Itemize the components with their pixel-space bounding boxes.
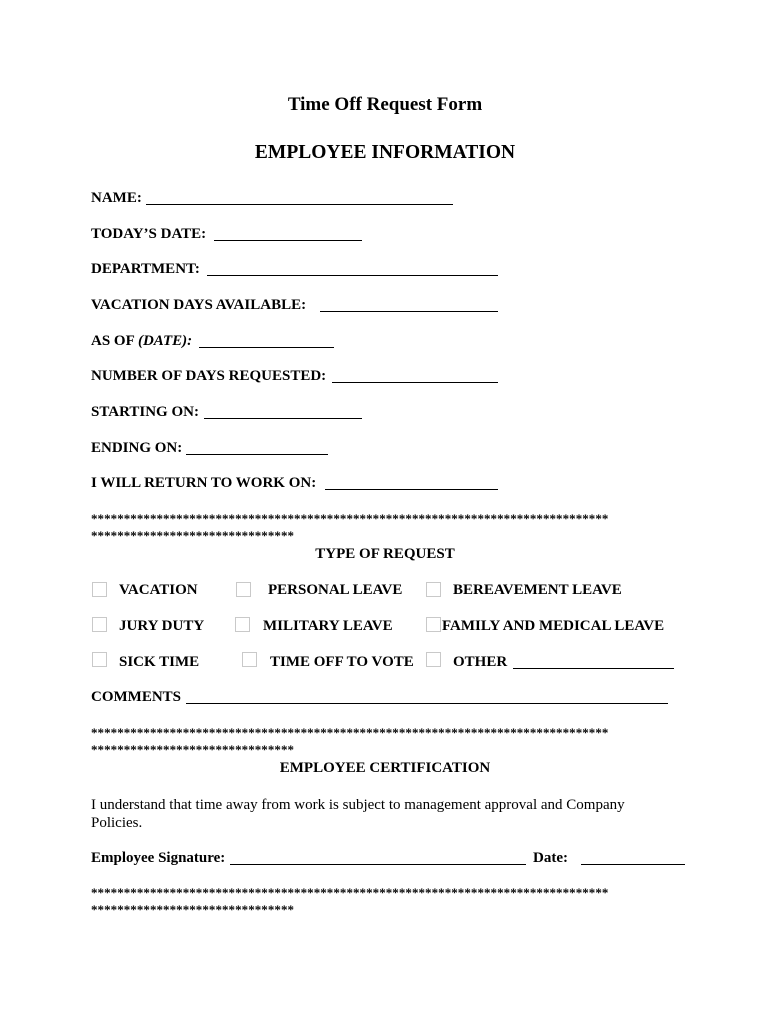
- other-checkbox[interactable]: [426, 652, 441, 667]
- separator-line-continued: *******************************: [91, 528, 295, 543]
- name-label: NAME:: [91, 190, 142, 206]
- comments-field[interactable]: [186, 689, 668, 704]
- starting-on-field[interactable]: [204, 404, 362, 419]
- as-of-text: AS OF: [91, 333, 135, 349]
- jury-duty-label: JURY DUTY: [119, 618, 205, 634]
- employee-certification-heading: EMPLOYEE CERTIFICATION: [279, 760, 491, 776]
- separator-line: *******************************************************************************: [91, 885, 609, 900]
- as-of-date-text: (DATE):: [137, 333, 193, 349]
- return-to-work-field[interactable]: [325, 475, 498, 490]
- jury-duty-checkbox[interactable]: [92, 617, 107, 632]
- name-field[interactable]: [146, 190, 453, 205]
- other-field[interactable]: [513, 654, 674, 669]
- signature-date-label: Date:: [533, 850, 568, 866]
- other-label: OTHER: [453, 654, 508, 670]
- bereavement-leave-label: BEREAVEMENT LEAVE: [453, 582, 622, 598]
- separator-line-continued: *******************************: [91, 902, 295, 917]
- vacation-label: VACATION: [119, 582, 198, 598]
- todays-date-field[interactable]: [214, 226, 362, 241]
- ending-on-label: ENDING ON:: [91, 440, 183, 456]
- separator-line: *******************************************************************************: [91, 725, 609, 740]
- type-of-request-heading: TYPE OF REQUEST: [315, 546, 455, 562]
- employee-signature-field[interactable]: [230, 850, 526, 865]
- military-leave-label: MILITARY LEAVE: [263, 618, 393, 634]
- form-title: Time Off Request Form: [287, 94, 483, 115]
- family-medical-leave-label: FAMILY AND MEDICAL LEAVE: [442, 618, 665, 634]
- personal-leave-checkbox[interactable]: [236, 582, 251, 597]
- department-field[interactable]: [207, 261, 498, 276]
- separator-line: *******************************************************************************: [91, 511, 609, 526]
- time-off-to-vote-label: TIME OFF TO VOTE: [270, 654, 414, 670]
- todays-date-label: TODAY’S DATE:: [91, 226, 207, 242]
- return-to-work-label: I WILL RETURN TO WORK ON:: [91, 475, 317, 491]
- as-of-date-label: [91, 332, 192, 350]
- certification-statement: I understand that time away from work is subject to management approval and Company Policies.: [91, 797, 625, 831]
- comments-label: COMMENTS: [91, 689, 181, 705]
- separator-line-continued: *******************************: [91, 742, 295, 757]
- days-requested-field[interactable]: [332, 368, 498, 383]
- bereavement-leave-checkbox[interactable]: [426, 582, 441, 597]
- vacation-days-label: VACATION DAYS AVAILABLE:: [91, 297, 307, 313]
- vacation-days-field[interactable]: [320, 297, 498, 312]
- as-of-date-field[interactable]: [199, 333, 334, 348]
- section-title-employee-information: EMPLOYEE INFORMATION: [254, 142, 516, 163]
- employee-signature-label: Employee Signature:: [91, 850, 226, 866]
- signature-date-field[interactable]: [581, 850, 685, 865]
- ending-on-field[interactable]: [186, 440, 328, 455]
- days-requested-label: NUMBER OF DAYS REQUESTED:: [91, 368, 327, 384]
- personal-leave-label: PERSONAL LEAVE: [268, 582, 403, 598]
- department-label: DEPARTMENT:: [91, 261, 200, 277]
- starting-on-label: STARTING ON:: [91, 404, 199, 420]
- military-leave-checkbox[interactable]: [235, 617, 250, 632]
- vacation-checkbox[interactable]: [92, 582, 107, 597]
- sick-time-label: SICK TIME: [119, 654, 200, 670]
- family-medical-leave-checkbox[interactable]: [426, 617, 441, 632]
- time-off-to-vote-checkbox[interactable]: [242, 652, 257, 667]
- sick-time-checkbox[interactable]: [92, 652, 107, 667]
